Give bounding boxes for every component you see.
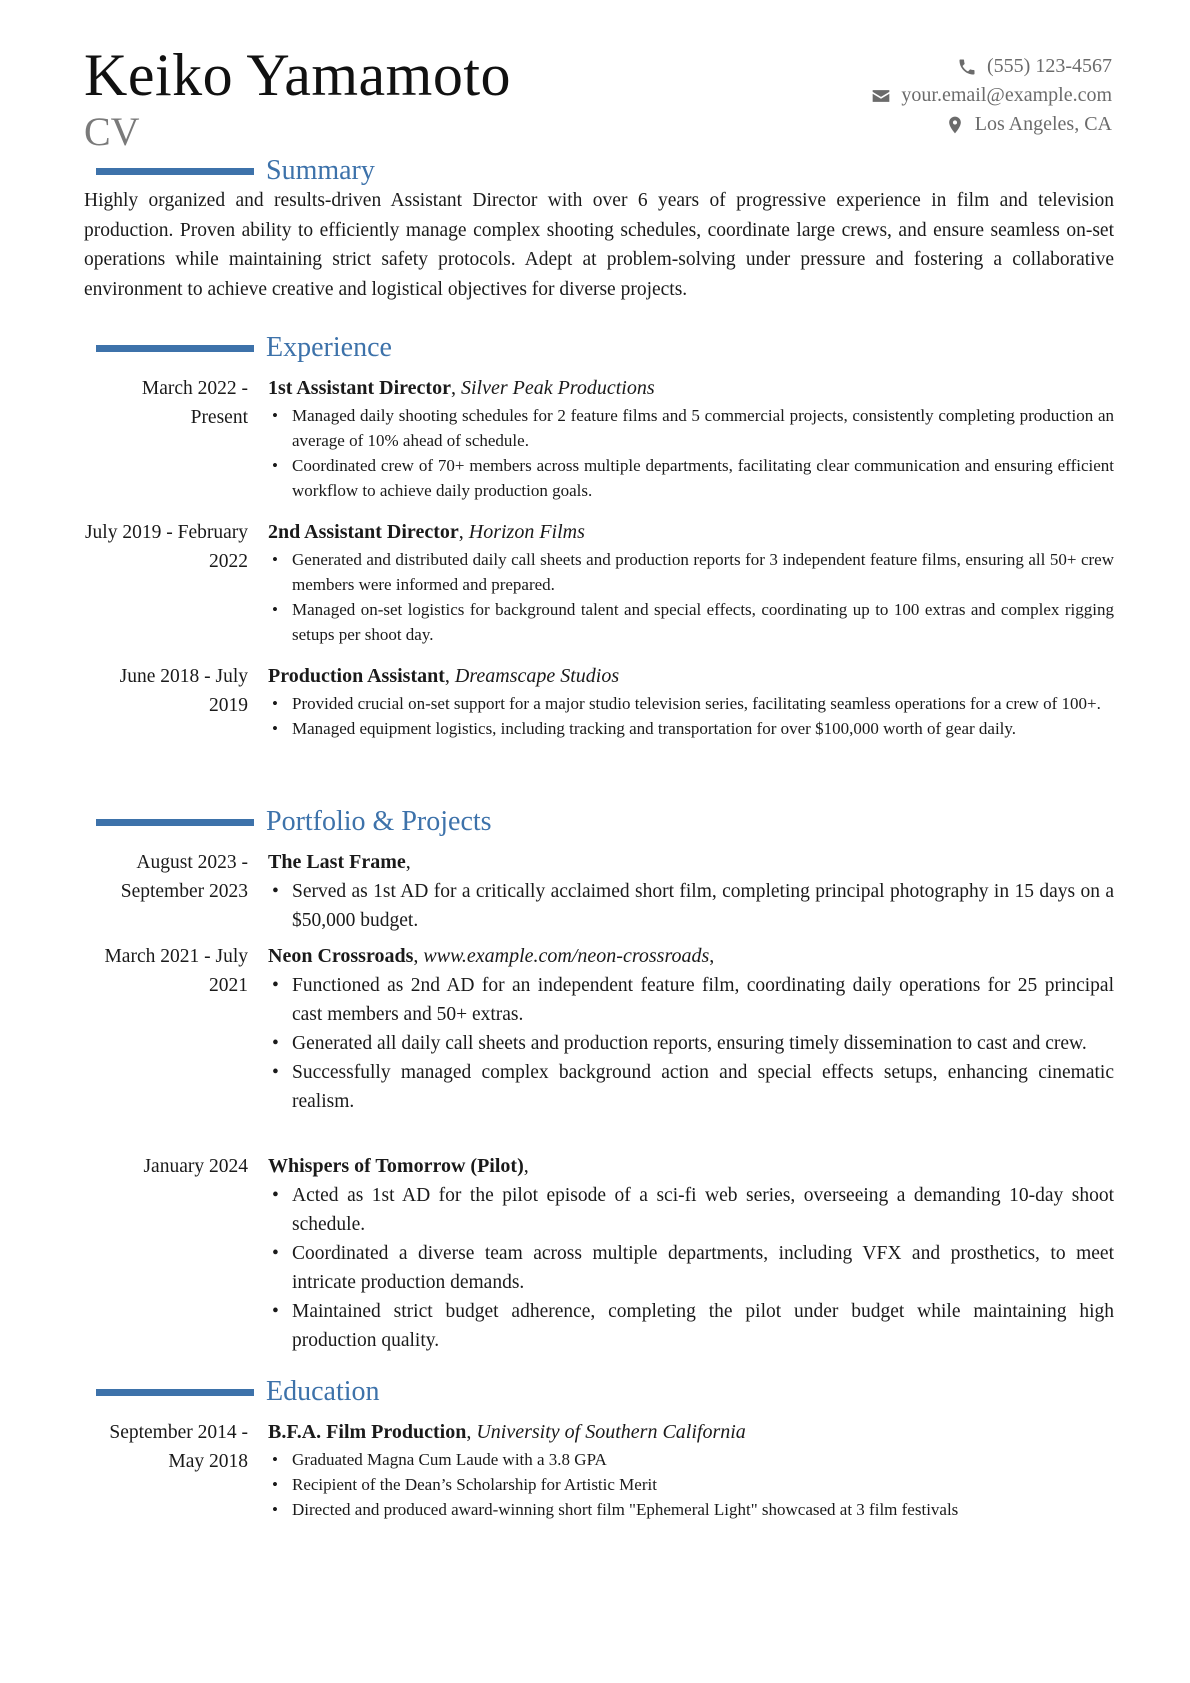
section-title: Summary	[266, 155, 375, 186]
entry-date: March 2021 - July 2021	[104, 946, 248, 996]
entry-date: June 2018 - July 2019	[119, 666, 248, 716]
section-title: Portfolio & Projects	[266, 806, 492, 837]
entry-body	[268, 942, 1114, 1116]
section-heading-experience	[96, 332, 392, 364]
entry-body	[268, 1152, 1114, 1355]
bullet-list	[268, 403, 1114, 503]
section-heading-portfolio	[96, 806, 492, 838]
bullet-item: • Managed daily shooting schedules for 2 feature films and 5 commercial projects, consistently completing production an average of 10% ahead of schedule.	[268, 403, 1114, 453]
entry-title: 2nd Assistant Director, Horizon Films	[268, 521, 585, 543]
phone-text[interactable]: (555) 123-4567	[987, 55, 1112, 77]
employer: Silver Peak Productions	[460, 377, 655, 399]
envelope-icon	[871, 86, 891, 106]
contact-email	[871, 81, 1112, 110]
employer: Dreamscape Studios	[454, 665, 620, 687]
section-accent-bar	[96, 819, 254, 826]
school: University of Southern California	[476, 1421, 746, 1443]
entry-title: Production Assistant, Dreamscape Studios	[268, 665, 620, 687]
entry-body	[268, 518, 1114, 647]
entry-title: The Last Frame,	[268, 851, 411, 873]
contact-location	[871, 110, 1112, 139]
bullet-item: • Recipient of the Dean’s Scholarship for Artistic Merit	[268, 1472, 1114, 1497]
bullet-item: • Acted as 1st AD for the pilot episode of a sci-fi web series, overseeing a demanding 10-day shoot schedule.	[268, 1181, 1114, 1239]
section-title: Experience	[266, 332, 392, 363]
bullet-list	[268, 1447, 1114, 1522]
bullet-item: • Graduated Magna Cum Laude with a 3.8 GPA	[268, 1447, 1114, 1472]
document-subtitle: CV	[84, 109, 140, 154]
location-text: Los Angeles, CA	[974, 113, 1112, 135]
bullet-item: • Managed equipment logistics, including tracking and transportation for over $100,000 worth of gear daily.	[268, 716, 1114, 741]
phone-icon	[957, 57, 977, 77]
entry-title: Whispers of Tomorrow (Pilot),	[268, 1155, 529, 1177]
entry-date: January 2024	[143, 1156, 248, 1177]
bullet-list	[268, 547, 1114, 647]
bullet-list	[268, 971, 1114, 1116]
bullet-item: • Successfully managed complex background action and special effects setups, enhancing cinematic realism.	[268, 1058, 1114, 1116]
entry-title: B.F.A. Film Production, University of Southern California	[268, 1421, 746, 1443]
entry-body	[268, 662, 1114, 741]
job-role: 1st Assistant Director	[268, 377, 451, 399]
entry-title: Neon Crossroads, www.example.com/neon-crossroads,	[268, 945, 715, 967]
section-heading-summary	[96, 155, 375, 187]
contact-block	[871, 52, 1112, 139]
bullet-item: • Generated all daily call sheets and production reports, ensuring timely dissemination to cast and crew.	[268, 1029, 1114, 1058]
bullet-item: • Directed and produced award-winning short film "Ephemeral Light" showcased at 3 film festivals	[268, 1497, 1114, 1522]
section-accent-bar	[96, 168, 254, 175]
bullet-item: • Served as 1st AD for a critically acclaimed short film, completing principal photography in 15 days on a $50,000 budget.	[268, 877, 1114, 935]
section-accent-bar	[96, 345, 254, 352]
bullet-list	[268, 691, 1114, 741]
entry-body	[268, 374, 1114, 503]
entry-body	[268, 1418, 1114, 1522]
entry-body	[268, 848, 1114, 935]
project-name: Whispers of Tomorrow (Pilot)	[268, 1155, 524, 1177]
section-heading-education	[96, 1376, 380, 1408]
entry-date: July 2019 - February 2022	[84, 522, 248, 572]
section-accent-bar	[96, 1389, 254, 1396]
summary-text: Highly organized and results-driven Assistant Director with over 6 years of progressive experience in film and television production. Proven ability to efficiently manage complex shooting schedules, coordinate large crews, and ensure seamless on-set operations while maintaining strict safety protocols. Adept at problem-solving under pressure and fostering a collaborative environment to achieve creative and logistical objectives for diverse projects.	[84, 190, 1114, 300]
bullet-item: • Provided crucial on-set support for a major studio television series, facilitating seamless operations for a crew of 100+.	[268, 691, 1114, 716]
contact-phone	[871, 52, 1112, 81]
bullet-item: • Functioned as 2nd AD for an independent feature film, coordinating daily operations for 25 principal cast members and 50+ extras.	[268, 971, 1114, 1029]
project-link[interactable]: www.example.com/neon-crossroads	[423, 945, 710, 967]
project-name: The Last Frame	[268, 851, 406, 873]
entry-date: August 2023 - September 2023	[120, 852, 248, 902]
entry-date: September 2014 - May 2018	[109, 1422, 248, 1472]
job-role: 2nd Assistant Director	[268, 521, 459, 543]
entry-title: 1st Assistant Director, Silver Peak Productions	[268, 377, 655, 399]
employer: Horizon Films	[468, 521, 585, 543]
job-role: Production Assistant	[268, 665, 445, 687]
bullet-item: • Maintained strict budget adherence, completing the pilot under budget while maintaining high production quality.	[268, 1297, 1114, 1355]
bullet-list	[268, 877, 1114, 935]
entry-date: March 2022 - Present	[141, 378, 248, 428]
project-name: Neon Crossroads	[268, 945, 414, 967]
bullet-list	[268, 1181, 1114, 1355]
bullet-item: • Coordinated a diverse team across multiple departments, including VFX and prosthetics, to meet intricate production demands.	[268, 1239, 1114, 1297]
map-marker-icon	[945, 115, 965, 135]
email-link[interactable]: your.email@example.com	[901, 84, 1112, 106]
bullet-item: • Coordinated crew of 70+ members across multiple departments, facilitating clear communication and ensuring efficient workflow to achieve daily production goals.	[268, 453, 1114, 503]
person-name: Keiko Yamamoto	[84, 42, 511, 108]
bullet-item: • Managed on-set logistics for background talent and special effects, coordinating up to 100 extras and complex rigging setups per shoot day.	[268, 597, 1114, 647]
degree: B.F.A. Film Production	[268, 1421, 467, 1443]
bullet-item: • Generated and distributed daily call sheets and production reports for 3 independent feature films, ensuring all 50+ crew members were informed and prepared.	[268, 547, 1114, 597]
section-title: Education	[266, 1376, 380, 1407]
